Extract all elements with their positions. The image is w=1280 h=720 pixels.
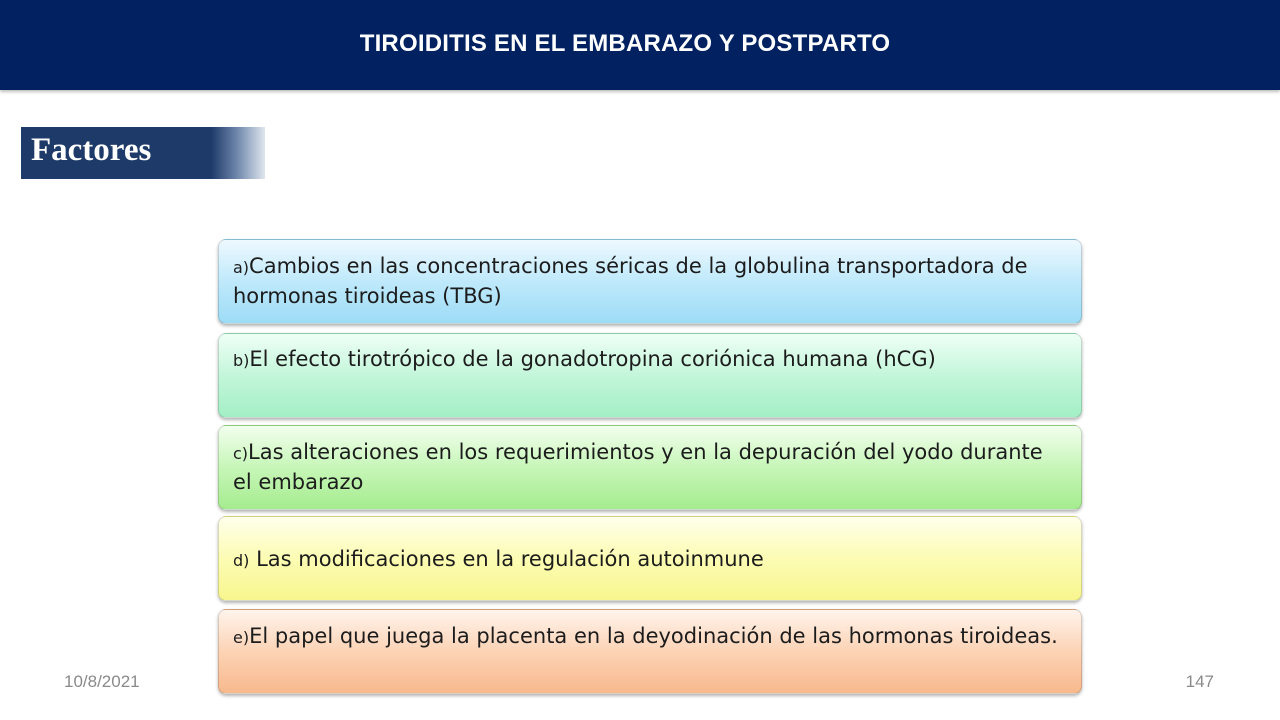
factor-box-d bbox=[218, 516, 1082, 601]
factor-letter: c) bbox=[233, 444, 249, 463]
section-tag-label: Factores bbox=[31, 132, 152, 168]
factor-letter: e) bbox=[233, 628, 250, 647]
factor-box-e bbox=[218, 609, 1082, 694]
footer-page-number: 147 bbox=[1185, 672, 1214, 691]
factor-text: Las alteraciones en los requerimientos y en la depuración del yodo durante el embarazo bbox=[233, 440, 1043, 494]
factor-text: Las modificaciones en la regulación autoinmune bbox=[249, 547, 764, 571]
factor-letter: b) bbox=[233, 351, 250, 370]
footer-date: 10/8/2021 bbox=[64, 672, 140, 691]
factor-text: El papel que juega la placenta en la deyodinación de las hormonas tiroideas. bbox=[249, 624, 1058, 648]
factor-box-c bbox=[218, 425, 1082, 510]
factor-letter: a) bbox=[233, 258, 250, 277]
factor-text: El efecto tirotrópico de la gonadotropina coriónica humana (hCG) bbox=[249, 347, 936, 371]
header-band bbox=[0, 0, 1280, 90]
factor-text: Cambios en las concentraciones séricas de la globulina transportadora de hormonas tiroideas (TBG) bbox=[233, 254, 1028, 308]
factor-list bbox=[218, 239, 1082, 693]
slide-title: TIROIDITIS EN EL EMBARAZO Y POSTPARTO bbox=[359, 30, 891, 57]
section-tag bbox=[21, 127, 265, 179]
factor-box-b bbox=[218, 333, 1082, 418]
factor-box-a bbox=[218, 239, 1082, 324]
factor-letter: d) bbox=[233, 551, 250, 570]
